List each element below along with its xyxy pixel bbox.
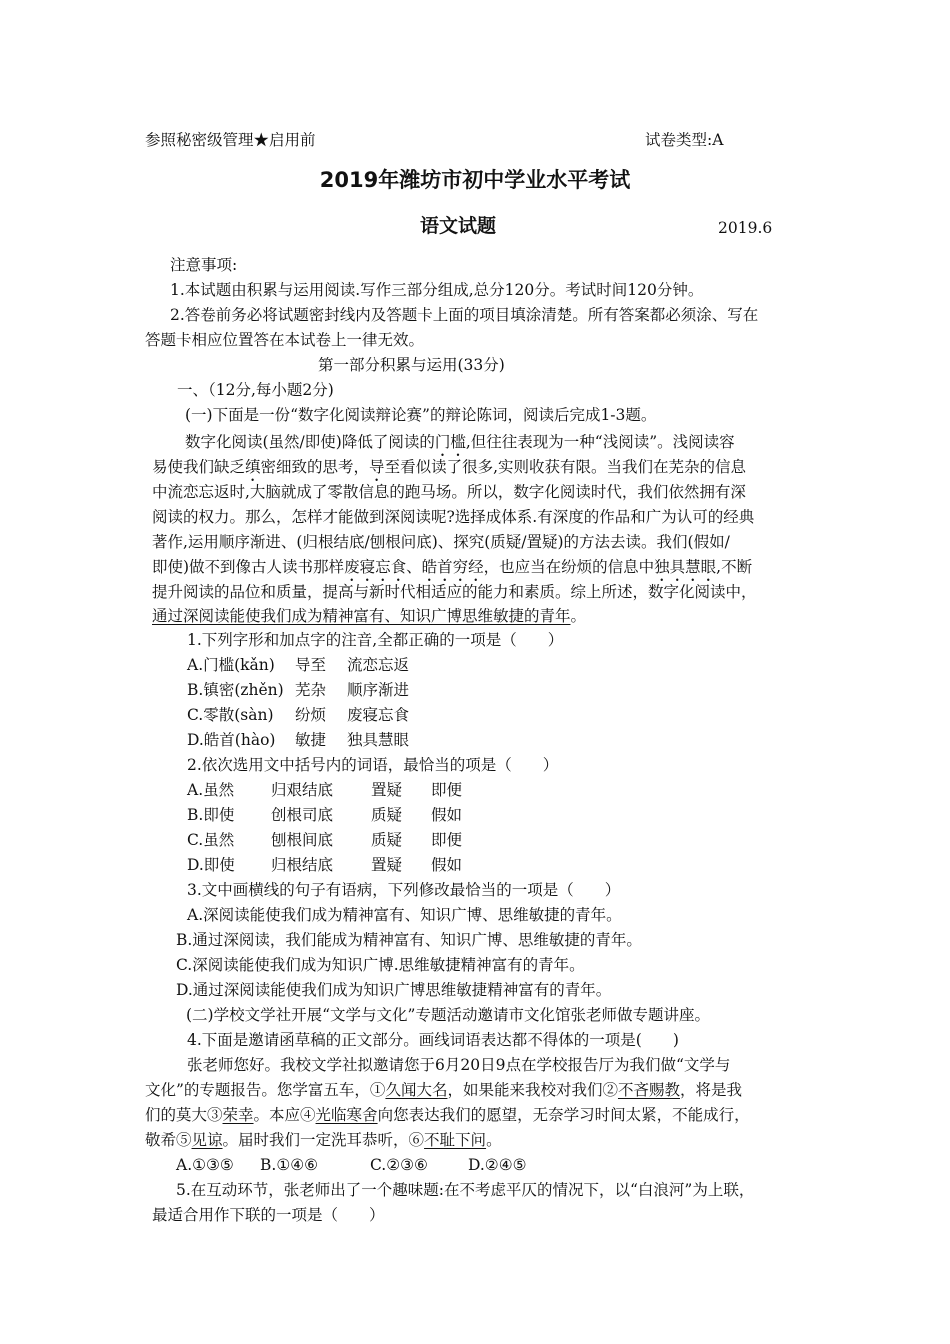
paper-type-label: 试卷类型:A — [645, 131, 724, 149]
q3-option-b: B.通过深阅读，我们能成为精神富有、知识广博、思维敏捷的青年。 — [176, 931, 642, 949]
q4-stem: 4.下面是邀请函草稿的正文部分。画线词语表达都不得体的一项是( ) — [187, 1031, 679, 1049]
q4-options — [176, 1155, 527, 1175]
dotted-word: 门槛 — [434, 433, 466, 451]
dotted-word: 皓首穷经 — [421, 558, 484, 576]
passage-line: 即使)做不到像古人读书那样废寝忘食、皓首穷经，也应当在纷烦的信息中独具慧眼,不断 — [152, 558, 753, 576]
notes-item-2-cont: 答题卡相应位置答在本试卷上一律无效。 — [145, 331, 425, 349]
q4-option-d: D.②④⑤ — [468, 1156, 527, 1174]
q1-option-b: B.镇密(zhěn) 芜杂 顺序渐进 — [187, 681, 410, 699]
passage-line: 阅读的权力。那么，怎样才能做到深阅读呢?选择成体系.有深度的作品和广为认可的经典 — [152, 508, 755, 526]
underlined-phrase: 光临寒舍 — [315, 1106, 378, 1124]
dotted-word: 独具慧眼 — [654, 558, 717, 576]
notes-item-2: 2.答卷前务必将试题密封线内及答题卡上面的项目填涂清楚。所有答案都必须涂、写在 — [170, 306, 759, 324]
letter-line: 文化”的专题报告。您学富五车，①久闻大名，如果能来我校对我们②不吝赐教，将是我 — [145, 1081, 742, 1099]
q3-option-a: A.深阅读能使我们成为精神富有、知识广博、思维敏捷的青年。 — [187, 906, 622, 924]
q2-option-b: B.即使 创根司底 质疑 假如 — [187, 806, 463, 824]
q1-option-d: D.皓首(hào) 敏捷 独具慧眼 — [187, 731, 410, 749]
dotted-word: 缜 — [245, 458, 261, 476]
letter-line: 敬希⑤见谅。届时我们一定洗耳恭听，⑥不耻下问。 — [145, 1131, 502, 1149]
q3-stem: 3.文中画横线的句子有语病，下列修改最恰当的一项是（ ） — [187, 881, 621, 899]
q5-stem-cont: 最适合用作下联的一项是（ ） — [152, 1206, 385, 1224]
q5-stem: 5.在互动环节，张老师出了一个趣味题:在不考虑平仄的情况下，以“白浪河”为上联， — [176, 1181, 755, 1199]
part1-heading: 第一部分积累与运用(33分) — [318, 356, 505, 374]
q2-option-d: D.即使 归根结底 置疑 假如 — [187, 856, 463, 874]
passage-line: 数字化阅读(虽然/即使)降低了阅读的门槛,但往往表现为一种“浅阅读”。浅阅读容 — [185, 433, 735, 451]
q2-option-a: A.虽然 归艰结底 置疑 即便 — [187, 781, 463, 799]
exam-date: 2019.6 — [718, 219, 773, 237]
q1-stem: 1.下列字形和加点字的注音,全都正确的一项是（ ） — [187, 631, 564, 649]
underlined-phrase: 久闻大名 — [385, 1081, 448, 1099]
underlined-phrase: 不耻下问 — [424, 1131, 487, 1149]
passage-line: 通过深阅读能使我们成为精神富有、知识广博思维敏捷的青年。 — [152, 607, 587, 625]
q4-option-a: A.①③⑤ — [176, 1156, 234, 1174]
passage-line: 易使我们缺乏缜密细致的思考，导至看似读了很多,实则收获有限。当我们在芜杂的信息 — [152, 458, 746, 476]
section1-heading: 一、（12分,每小题2分) — [177, 381, 334, 399]
group1-intro: (一)下面是一份“数字化阅读辩论赛”的辩论陈词，阅读后完成1-3题。 — [185, 406, 657, 424]
passage-line: 中流恋忘返时,大脑就成了零散信息的跑马场。所以，数字化阅读时代，我们依然拥有深 — [152, 483, 746, 501]
notes-item-1: 1.本试题由积累与运用阅读.写作三部分组成,总分120分。考试时间120分钟。 — [170, 281, 704, 299]
passage-line: 提升阅读的品位和质量，提高与新时代相适应的能力和素质。综上所述，数字化阅读中， — [152, 583, 757, 601]
passage-line: 著作,运用顺序渐进、(归根结底/刨根问底)、探究(质疑/置疑)的方法去读。我们(假如/ — [152, 533, 730, 551]
exam-subtitle: 语文试题 — [420, 215, 497, 237]
group2-intro: (二)学校文学社开展“文学与文化”专题活动邀请市文化馆张老师做专题讲座。 — [186, 1006, 710, 1024]
notes-heading: 注意事项: — [170, 256, 238, 274]
underlined-phrase: 不吝赐教 — [617, 1081, 680, 1099]
q2-stem: 2.依次选用文中括号内的词语，最恰当的项是（ ） — [187, 756, 559, 774]
q2-option-c: C.虽然 刨根间底 质疑 即便 — [187, 831, 463, 849]
q3-option-d: D.通过深阅读能使我们成为知识广博思维敏捷精神富有的青年。 — [176, 981, 612, 999]
confidentiality-label: 参照秘密级管理★启用前 — [145, 131, 316, 149]
exam-title: 2019年潍坊市初中学业水平考试 — [319, 168, 631, 192]
q4-option-b: B.①④⑥ — [260, 1156, 319, 1174]
letter-line: 们的莫大③荣幸。本应④光临寒舍向您表达我们的愿望，无奈学习时间太紧，不能成行， — [145, 1106, 750, 1124]
letter-line: 张老师您好。我校文学社拟邀请您于6月20日9点在学校报告厅为我们做“文学与 — [187, 1056, 731, 1074]
underlined-phrase: 见谅 — [191, 1131, 223, 1149]
q4-option-c: C.②③⑥ — [370, 1156, 428, 1174]
dotted-word: 废寝忘食 — [344, 558, 407, 576]
underlined-phrase: 荣幸 — [222, 1106, 254, 1124]
q1-option-a: A.门槛(kǎn) 导至 流恋忘返 — [187, 656, 410, 674]
q3-option-c: C.深阅读能使我们成为知识广博.思维敏捷精神富有的青年。 — [176, 956, 585, 974]
dotted-word: 导 — [369, 458, 385, 476]
q1-option-c: C.零散(sàn) 纷烦 废寝忘食 — [187, 706, 410, 724]
underlined-sentence: 通过深阅读能使我们成为精神富有、知识广博思维敏捷的青年 — [152, 607, 571, 625]
